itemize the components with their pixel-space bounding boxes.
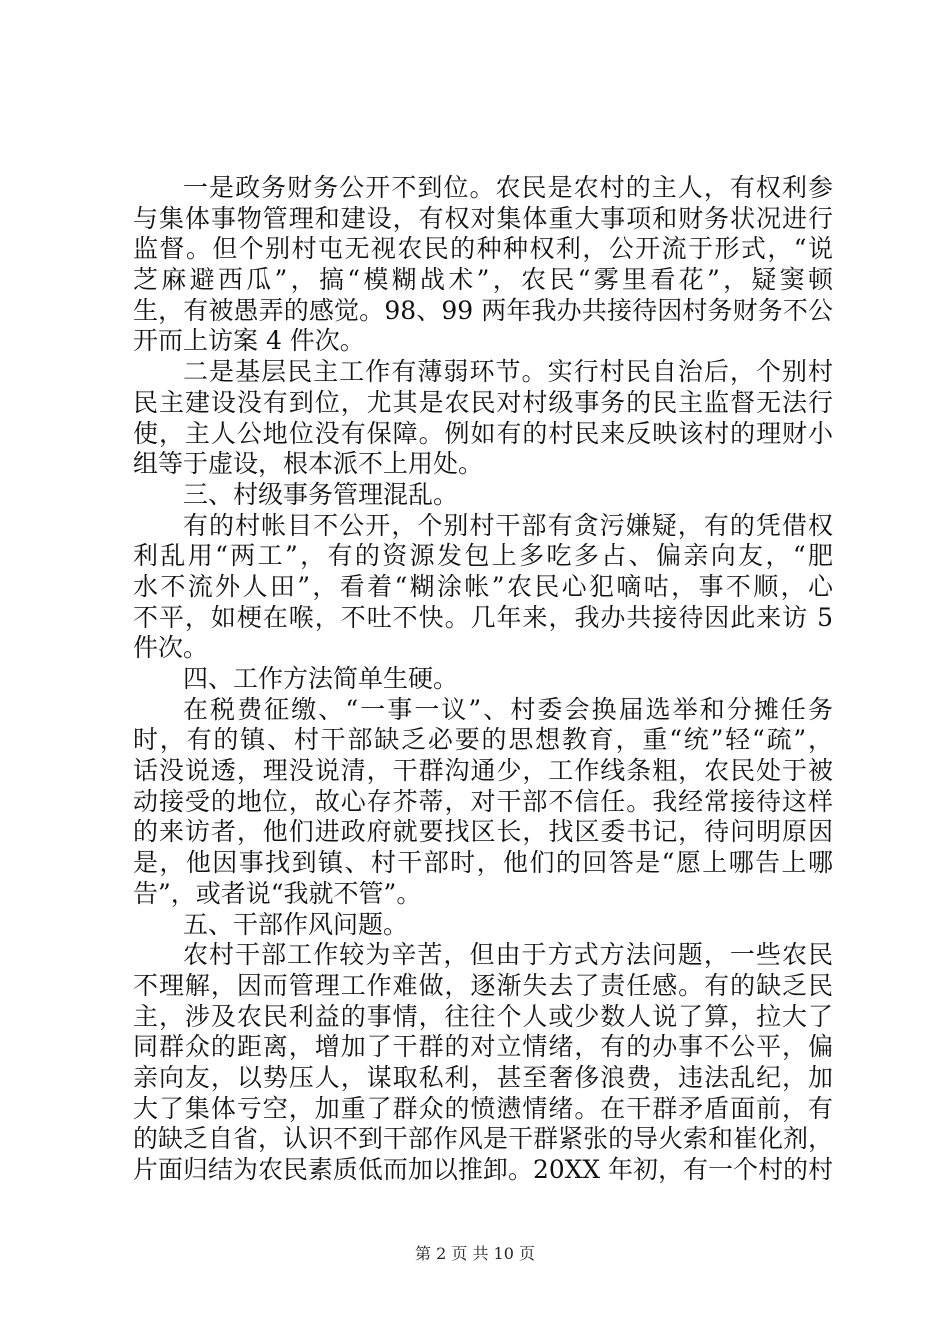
text-line: 片面归结为农民素质低而加以推卸。20XX 年初，有一个村的村 bbox=[133, 1155, 833, 1184]
text-line: 水不流外人田”，看着“糊涂帐”农民心犯嘀咕，事不顺，心 bbox=[133, 571, 833, 601]
text-line: 在税费征缴、“一事一议”、村委会换届选举和分摊任务 bbox=[183, 694, 833, 724]
text-line: 三、村级事务管理混乱。 bbox=[183, 479, 459, 509]
text-line: 话没说透，理没说清，干群沟通少，工作线条粗，农民处于被 bbox=[133, 756, 833, 786]
page-footer: 第 2 页 共 10 页 bbox=[415, 1244, 535, 1263]
text-line: 有的村帐目不公开，个别村干部有贪污嫌疑，有的凭借权 bbox=[183, 510, 833, 540]
text-line: 大了集体亏空，加重了群众的愤懑情绪。在干群矛盾面前，有 bbox=[133, 1093, 833, 1123]
text-line: 生，有被愚弄的感觉。98、99 两年我办共接待因村务财务不公 bbox=[133, 295, 833, 325]
text-line: 亲向友，以势压人，谋取私利，甚至奢侈浪费，违法乱纪，加 bbox=[133, 1062, 833, 1092]
text-line: 是，他因事找到镇、村干部时，他们的回答是“愿上哪告上哪 bbox=[133, 848, 833, 878]
text-line: 的缺乏自省，认识不到干部作风是干群紧张的导火索和崔化剂， bbox=[133, 1124, 833, 1154]
text-line: 四、工作方法简单生硬。 bbox=[183, 664, 459, 693]
text-line: 与集体事物管理和建设，有权对集体重大事项和财务状况进行 bbox=[133, 203, 833, 233]
text-line: 农村干部工作较为辛苦，但由于方式方法问题，一些农民 bbox=[183, 940, 833, 970]
document-body bbox=[133, 173, 833, 1186]
text-line: 同群众的距离，增加了干群的对立情绪，有的办事不公平，偏 bbox=[133, 1032, 833, 1062]
text-line: 五、干部作风问题。 bbox=[183, 909, 409, 939]
text-line: 件次。 bbox=[133, 633, 209, 663]
text-line: 不平，如梗在喉，不吐不快。几年来，我办共接待因此来访 5 bbox=[133, 602, 833, 632]
text-line: 民主建设没有到位，尤其是农民对村级事务的民主监督无法行 bbox=[133, 387, 833, 417]
text-line: 使，主人公地位没有保障。例如有的村民来反映该村的理财小 bbox=[133, 418, 833, 448]
text-line: 主，涉及农民利益的事情，往往个人或少数人说了算，拉大了 bbox=[133, 1001, 833, 1031]
text-line: 组等于虚设，根本派不上用处。 bbox=[133, 449, 484, 479]
text-line: 动接受的地位，故心存芥蒂，对干部不信任。我经常接待这样 bbox=[133, 786, 833, 816]
text-line: 芝麻避西瓜”，搞“模糊战术”，农民“雾里看花”，疑窦顿 bbox=[133, 265, 833, 295]
text-line: 利乱用“两工”，有的资源发包上多吃多占、偏亲向友，“肥 bbox=[133, 541, 833, 571]
text-line: 二是基层民主工作有薄弱环节。实行村民自治后，个别村 bbox=[183, 357, 833, 387]
text-line: 的来访者，他们进政府就要找区长，找区委书记，待问明原因 bbox=[133, 817, 833, 847]
text-line: 监督。但个别村屯无视农民的种种权利，公开流于形式，“说 bbox=[133, 234, 833, 264]
text-line: 告”，或者说“我就不管”。 bbox=[133, 878, 422, 908]
text-line: 不理解，因而管理工作难做，逐渐失去了责任感。有的缺乏民 bbox=[133, 970, 833, 1000]
text-line: 一是政务财务公开不到位。农民是农村的主人，有权利参 bbox=[183, 173, 833, 202]
text-line: 时，有的镇、村干部缺乏必要的思想教育，重“统”轻“疏”， bbox=[133, 725, 833, 755]
text-line: 开而上访案 4 件次。 bbox=[133, 326, 365, 356]
